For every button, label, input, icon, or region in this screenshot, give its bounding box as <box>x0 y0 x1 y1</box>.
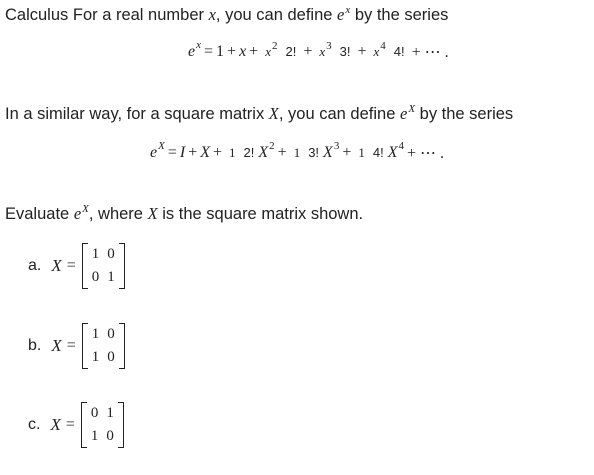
option-a-cell: 1 <box>91 246 100 262</box>
matrix-p4-exp: 4 <box>398 140 404 152</box>
matrix-term-I: I <box>179 144 186 161</box>
matrix-f4-num: 1 <box>358 145 365 160</box>
option-c-matrix <box>81 402 124 448</box>
matrix-f3-num: 1 <box>293 145 301 160</box>
scalar-plus-3: + <box>303 43 313 60</box>
scalar-ellipsis: + ⋯ . <box>411 44 449 61</box>
matrix-lhs-power: X <box>158 140 165 152</box>
option-b-cell: 1 <box>91 349 100 365</box>
scalar-term-x: x <box>239 43 247 60</box>
scalar-equals: = <box>204 43 214 60</box>
similar-variable-X: X <box>268 104 279 123</box>
scalar-term-4-fraction <box>372 40 407 61</box>
matrix-f2-den: 2! <box>243 145 255 160</box>
scalar-series-equation <box>188 39 452 62</box>
matrix-ellipsis: + ⋯ . <box>406 145 445 162</box>
matrix-term-2-fraction <box>227 144 256 162</box>
scalar-t3-exp: 3 <box>326 40 332 52</box>
option-a[interactable] <box>28 243 125 289</box>
option-b-letter: b. <box>28 337 42 354</box>
matrix-p2-base: X <box>258 144 269 161</box>
scalar-t4-den: 4! <box>393 44 405 59</box>
scalar-t3-base: x <box>319 44 326 59</box>
similar-exp-base: e <box>399 104 408 123</box>
scalar-t2-exp: 2 <box>271 40 278 52</box>
scalar-t4-exp: 4 <box>380 40 386 52</box>
evaluate-tail: is the square matrix shown. <box>162 205 364 223</box>
evaluate-lead: Evaluate <box>5 205 70 223</box>
matrix-term-4-fraction <box>356 144 385 162</box>
option-a-cell: 0 <box>91 269 100 285</box>
scalar-plus-4: + <box>357 43 367 60</box>
intro-variable-x: x <box>208 5 216 24</box>
similar-lead: In a similar way, for a square matrix <box>5 105 265 123</box>
option-a-equals: = <box>66 257 76 274</box>
scalar-term-one: 1 <box>216 43 225 60</box>
scalar-term-2-fraction <box>263 40 298 61</box>
matrix-term-3-fraction <box>292 144 321 162</box>
option-b-matrix <box>82 323 125 369</box>
option-c-cell: 1 <box>106 405 114 421</box>
scalar-t2-den: 2! <box>285 44 297 59</box>
option-c-letter: c. <box>28 416 41 433</box>
matrix-f3-den: 3! <box>308 145 320 160</box>
similar-exp-power: X <box>408 103 416 115</box>
matrix-equals: = <box>167 144 177 161</box>
matrix-p4-base: X <box>387 144 398 161</box>
matrix-plus-3: + <box>277 144 287 161</box>
evaluate-exp-base: e <box>73 204 82 223</box>
matrix-f2-num: 1 <box>229 145 236 160</box>
scalar-lhs-base: e <box>188 43 196 60</box>
option-b-equals: = <box>66 337 76 354</box>
matrix-lhs-base: e <box>150 144 158 161</box>
intro-exp-power: x <box>345 4 351 16</box>
intro-exp-base: e <box>337 5 345 24</box>
option-a-cell: 1 <box>107 269 115 285</box>
option-a-variable: X <box>51 256 62 275</box>
option-a-letter: a. <box>28 257 42 274</box>
scalar-lhs-power: x <box>196 39 201 51</box>
similar-sentence <box>5 104 513 126</box>
option-b-variable: X <box>51 336 62 355</box>
evaluate-sentence <box>5 204 363 226</box>
matrix-series-equation <box>150 140 447 163</box>
intro-lead: Calculus For a real number <box>5 6 204 24</box>
matrix-p3-base: X <box>323 144 333 161</box>
option-b-cell: 0 <box>107 326 115 342</box>
scalar-plus-1: + <box>227 43 237 60</box>
matrix-plus-2: + <box>213 144 223 161</box>
matrix-p3-exp: 3 <box>333 140 340 152</box>
option-c-cell: 1 <box>90 428 99 444</box>
matrix-f4-den: 4! <box>372 145 384 160</box>
scalar-t4-base: x <box>373 44 380 59</box>
option-b[interactable] <box>28 323 125 369</box>
option-c[interactable] <box>28 402 124 448</box>
similar-tail: by the series <box>419 105 514 123</box>
matrix-term-X: X <box>200 144 211 161</box>
option-c-variable: X <box>50 415 61 434</box>
option-a-matrix <box>82 243 125 289</box>
option-a-cell: 0 <box>107 246 115 262</box>
option-b-cell: 0 <box>107 349 115 365</box>
similar-mid: , you can define <box>278 105 396 123</box>
option-c-cell: 0 <box>90 405 99 421</box>
option-b-cell: 1 <box>91 326 100 342</box>
scalar-term-3-fraction <box>317 40 352 61</box>
matrix-plus-1: + <box>188 144 198 161</box>
intro-sentence <box>5 5 448 27</box>
scalar-plus-2: + <box>249 43 259 60</box>
option-c-equals: = <box>65 416 75 433</box>
evaluate-variable-X: X <box>147 204 158 223</box>
scalar-t2-base: x <box>265 44 271 59</box>
evaluate-exp-power: X <box>82 203 89 215</box>
matrix-p2-exp: 2 <box>269 140 275 152</box>
matrix-plus-4: + <box>342 144 352 161</box>
intro-mid: , you can define <box>215 6 333 24</box>
scalar-t3-den: 3! <box>339 44 351 59</box>
option-c-cell: 0 <box>106 428 114 444</box>
intro-tail: by the series <box>354 6 449 24</box>
evaluate-mid: , where <box>88 205 143 223</box>
